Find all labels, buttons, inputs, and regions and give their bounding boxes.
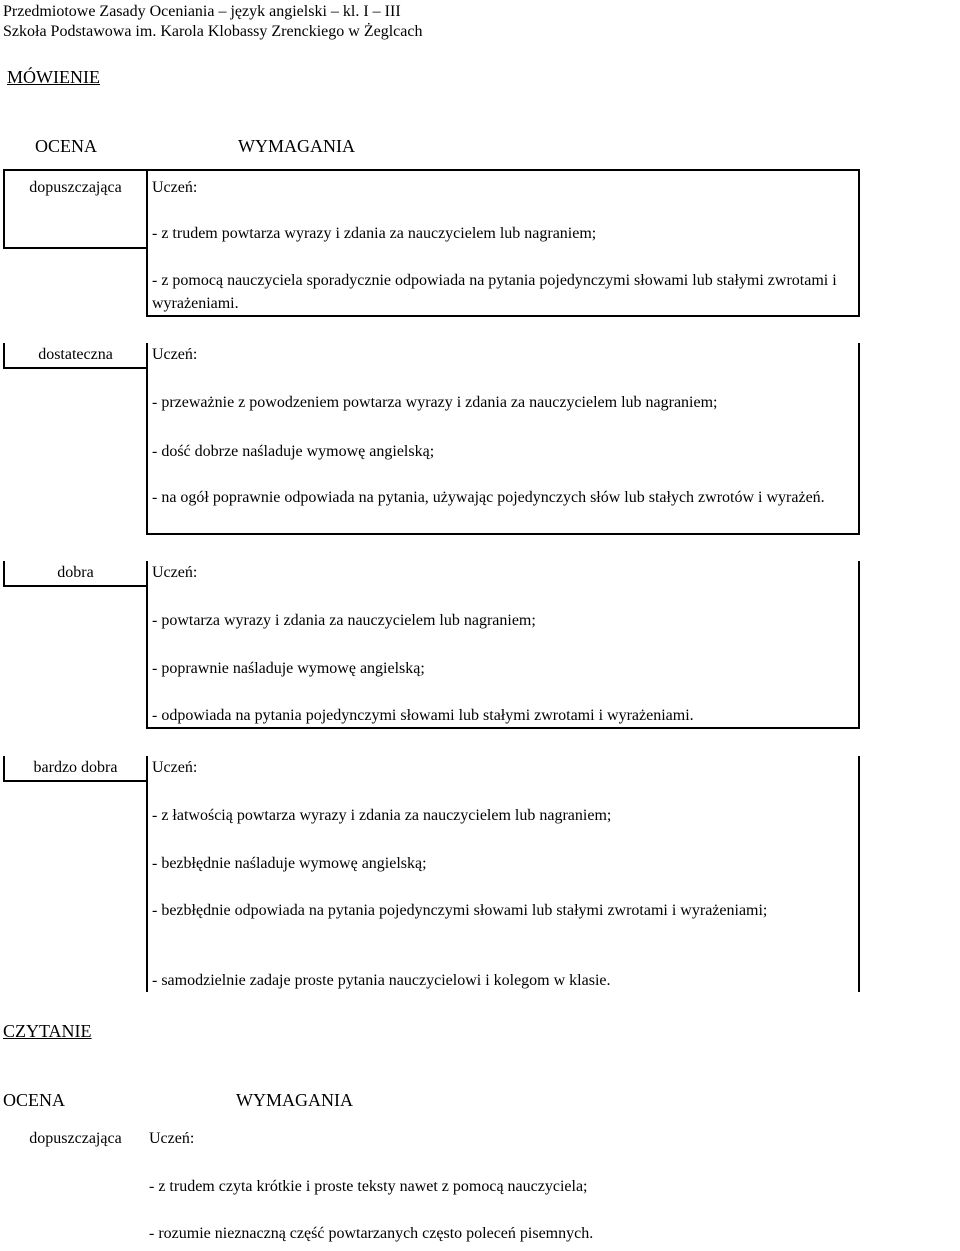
requirement-item: - powtarza wyrazy i zdania za nauczycielem lub nagraniem; <box>152 612 536 629</box>
section-title-reading: CZYTANIE <box>3 1021 92 1041</box>
requirement-item: - z trudem czyta krótkie i proste teksty nawet z pomocą nauczyciela; <box>149 1178 588 1195</box>
requirements-lead: Uczeń: <box>152 179 198 196</box>
table-border <box>146 343 148 535</box>
grade-label: bardzo dobra <box>33 759 118 776</box>
table-border <box>858 561 860 729</box>
grade-label: dopuszczająca <box>29 179 122 196</box>
table-border <box>146 561 148 729</box>
table-border <box>146 727 860 729</box>
requirements-lead: Uczeń: <box>152 759 198 776</box>
table-border <box>146 315 860 317</box>
requirement-item: - dość dobrze naśladuje wymowę angielską; <box>152 443 435 460</box>
table-border <box>146 169 148 317</box>
grade-label: dostateczna <box>38 346 113 363</box>
table-border <box>858 756 860 992</box>
table-border <box>146 533 860 535</box>
document-header-line-1: Przedmiotowe Zasady Oceniania – język angielski – kl. I – III <box>3 3 401 20</box>
grade-label: dobra <box>57 564 94 581</box>
column-header-grade: OCENA <box>3 1090 65 1110</box>
section-title-speaking: MÓWIENIE <box>7 67 100 87</box>
requirement-item: - bezbłędnie odpowiada na pytania pojedynczymi słowami lub stałymi zwrotami i wyrażeniami; <box>152 902 768 919</box>
requirement-item: - odpowiada na pytania pojedynczymi słowami lub stałymi zwrotami i wyrażeniami. <box>152 707 694 724</box>
column-header-requirements: WYMAGANIA <box>236 1090 353 1110</box>
table-border <box>3 247 148 249</box>
requirement-item: - z łatwością powtarza wyrazy i zdania za nauczycielem lub nagraniem; <box>152 807 612 824</box>
requirements-lead: Uczeń: <box>152 564 198 581</box>
column-header-requirements: WYMAGANIA <box>238 136 355 156</box>
table-border <box>3 169 860 171</box>
document-header-line-2: Szkoła Podstawowa im. Karola Klobassy Zrenckiego w Żeglcach <box>3 23 423 40</box>
requirement-item: - poprawnie naśladuje wymowę angielską; <box>152 660 425 677</box>
grade-label: dopuszczająca <box>29 1130 122 1147</box>
table-border <box>3 780 148 782</box>
table-border <box>858 169 860 317</box>
table-border <box>858 343 860 535</box>
requirement-item: - z pomocą nauczyciela sporadycznie odpowiada na pytania pojedynczymi słowami lub stałymi zwrotami i wyrażeniami. <box>152 272 837 312</box>
requirement-item: - samodzielnie zadaje proste pytania nauczycielowi i kolegom w klasie. <box>152 972 611 989</box>
table-border <box>146 756 148 992</box>
requirements-lead: Uczeń: <box>149 1130 195 1147</box>
requirement-item: - na ogół poprawnie odpowiada na pytania, używając pojedynczych słów lub stałych zwrotów i wyrażeń. <box>152 489 825 506</box>
requirement-item: - przeważnie z powodzeniem powtarza wyrazy i zdania za nauczycielem lub nagraniem; <box>152 394 718 411</box>
requirements-lead: Uczeń: <box>152 346 198 363</box>
requirement-item: - rozumie nieznaczną część powtarzanych często poleceń pisemnych. <box>149 1225 594 1242</box>
table-border <box>3 367 148 369</box>
requirement-item: - z trudem powtarza wyrazy i zdania za nauczycielem lub nagraniem; <box>152 225 597 242</box>
column-header-grade: OCENA <box>35 136 97 156</box>
table-border <box>3 585 148 587</box>
requirement-item: - bezbłędnie naśladuje wymowę angielską; <box>152 855 427 872</box>
